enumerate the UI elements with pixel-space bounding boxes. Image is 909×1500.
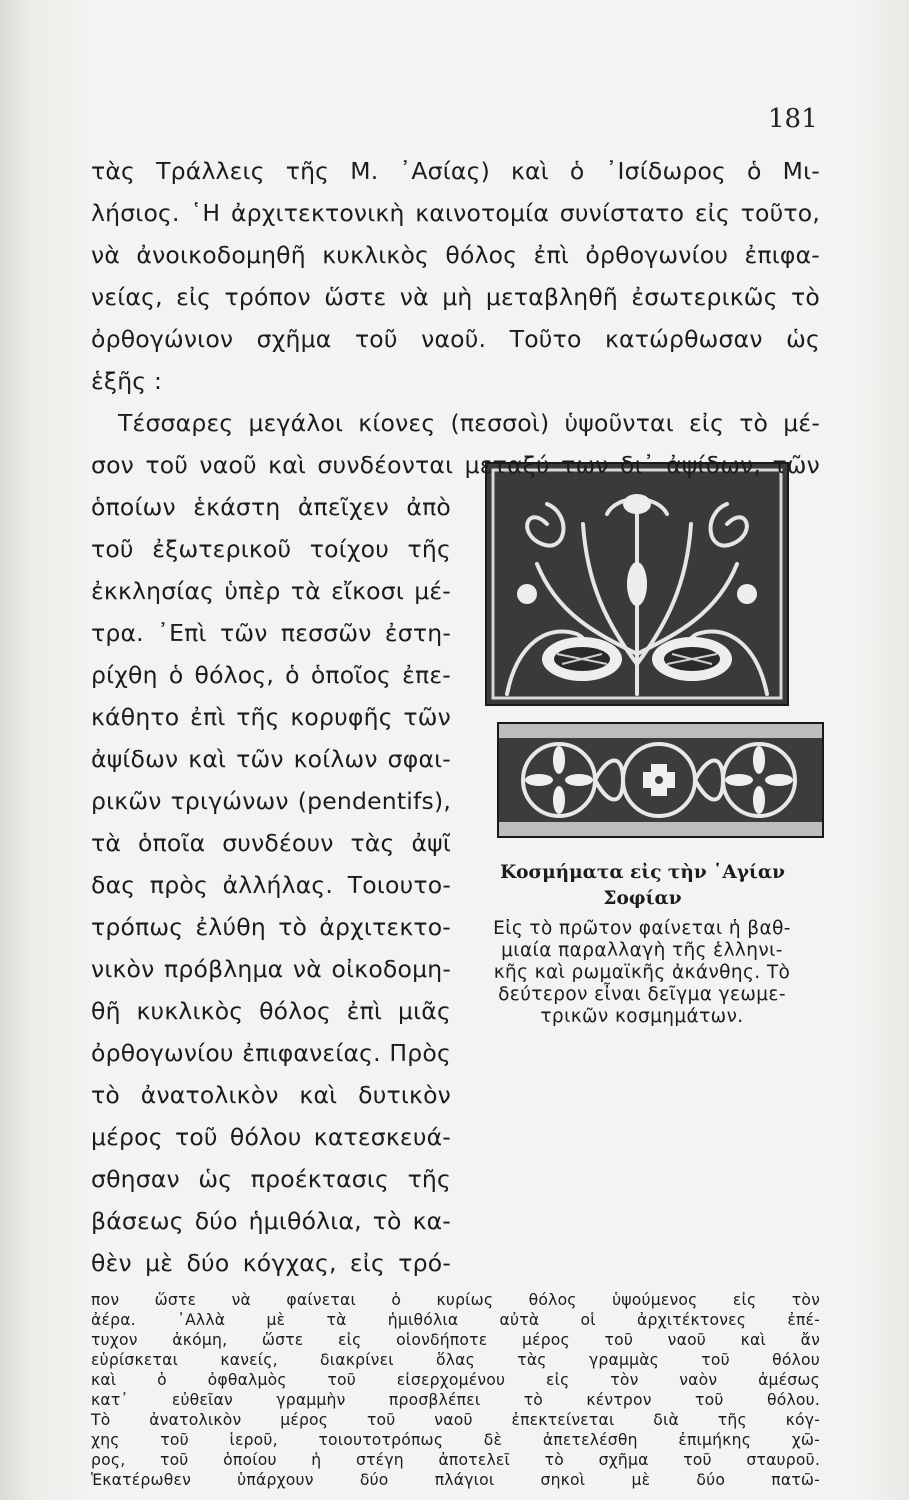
acanthus-ornament-drawing — [487, 464, 787, 704]
figure-caption-text: Εἰς τὸ πρῶτον φαίνεται ἡ βαθ- — [493, 918, 791, 939]
text-line: θῆ κυκλικὸς θόλος ἐπὶ μιᾶς — [91, 997, 451, 1025]
text-line: βάσεως δύο ἡμιθόλια, τὸ κα- — [91, 1207, 451, 1235]
text-line: τρα. ᾿Επὶ τῶν πεσσῶν ἐστη- — [91, 619, 451, 647]
text-line: εὑρίσκεται κανείς, διακρίνει ὅλας τὰς γραμμὰς τοῦ θόλου — [91, 1351, 820, 1369]
text-line: λήσιος. ῾Η ἀρχιτεκτονικὴ καινοτομία συνίστατο εἰς τοῦτο, — [91, 199, 820, 227]
figure-caption-text: μιαία παραλλαγὴ τῆς ἑλληνι- — [501, 940, 783, 961]
text-line: τὰ ὁποῖα συνδέουν τὰς ἀψῖ — [91, 829, 451, 857]
figure-caption-title: Σοφίαν — [603, 888, 682, 909]
figure-caption-text: κῆς καὶ ρωμαϊκῆς ἀκάνθης. Τὸ — [493, 962, 791, 983]
text-line: τὰς Τράλλεις τῆς Μ. ᾿Ασίας) καὶ ὁ ᾿Ισίδωρος ὁ Μι- — [91, 157, 820, 185]
figure-geometric-ornament — [497, 722, 824, 838]
text-line: ρος, τοῦ ὁποίου ἡ στέγη ἀποτελεῖ τὸ σχῆμα τοῦ σταυροῦ. — [91, 1451, 820, 1469]
page-number: 181 — [768, 104, 818, 134]
figure-caption-text: τρικῶν κοσμημάτων. — [540, 1006, 744, 1027]
text-line: νὰ ἀνοικοδομηθῆ κυκλικὸς θόλος ἐπὶ ὀρθογωνίου ἐπιφα- — [91, 241, 820, 269]
text-line: τυχον ἀκόμη, ὥστε εἰς οἱονδήποτε μέρος τοῦ ναοῦ καὶ ἄν — [91, 1331, 820, 1349]
text-line: πον ὥστε νὰ φαίνεται ὁ κυρίως θόλος ὑψούμενος εἰς τὸν — [91, 1291, 820, 1309]
geometric-ornament-drawing — [499, 724, 822, 836]
text-line: ἀψίδων καὶ τῶν κοίλων σφαι- — [91, 745, 451, 773]
text-line: ἀέρα. ᾿Αλλὰ μὲ τὰ ἡμιθόλια αὐτὰ οἱ ἀρχιτέκτονες ἐπέ- — [91, 1311, 820, 1329]
text-line: καὶ ὁ ὀφθαλμὸς τοῦ εἰσερχομένου εἰς τὸν ναὸν ἀμέσως — [91, 1371, 820, 1389]
text-line: ὁποίων ἑκάστη ἀπεῖχεν ἀπὸ — [91, 493, 451, 521]
text-line: ὀρθογώνιον σχῆμα τοῦ ναοῦ. Τοῦτο κατώρθωσαν ὡς — [91, 325, 820, 353]
text-line: χης τοῦ ἱεροῦ, τοιουτοτρόπως δὲ ἀπετελέσθη ἐπιμήκης χῶ- — [91, 1431, 820, 1449]
text-line: μέρος τοῦ θόλου κατεσκευά- — [91, 1123, 451, 1151]
text-line: σον τοῦ ναοῦ καὶ συνδέονται μεταξύ των δι᾿ ἀψίδων, τῶν — [91, 451, 820, 479]
text-line: Τὸ ἀνατολικὸν μέρος τοῦ ναοῦ ἐπεκτείνεται διὰ τῆς κόγ- — [91, 1411, 820, 1429]
text-line: ρικῶν τριγώνων (pendentifs), — [91, 787, 451, 815]
text-line: ἑξῆς : — [91, 367, 163, 395]
text-line: ρίχθη ὁ θόλος, ὁ ὁποῖος ἐπε- — [91, 661, 451, 689]
text-line: νικὸν πρόβλημα νὰ οἰκοδομη- — [91, 955, 451, 983]
figure-acanthus-ornament — [485, 462, 789, 706]
text-line: Τέσσαρες μεγάλοι κίονες (πεσσοὶ) ὑψοῦνται εἰς τὸ μέ- — [118, 409, 820, 437]
text-line: τὸ ἀνατολικὸν καὶ δυτικὸν — [91, 1081, 451, 1109]
text-line: κατ᾿ εὐθεῖαν γραμμὴν προσβλέπει τὸ κέντρον τοῦ θόλου. — [91, 1391, 820, 1409]
figure-caption-title: Κοσμήματα εἰς τὴν ῾Αγίαν — [500, 862, 785, 883]
text-line: ἐκκλησίας ὑπὲρ τὰ εἴκοσι μέ- — [91, 577, 451, 605]
text-line: Ἑκατέρωθεν ὑπάρχουν δύο πλάγιοι σηκοὶ μὲ δύο πατῶ- — [91, 1471, 820, 1489]
text-line: σθησαν ὡς προέκτασις τῆς — [91, 1165, 451, 1193]
figure-caption-text: δεύτερον εἶναι δεῖγμα γεωμε- — [498, 984, 786, 1005]
text-line: θὲν μὲ δύο κόγχας, εἰς τρό- — [91, 1249, 451, 1277]
text-line: τρόπως ἐλύθη τὸ ἀρχιτεκτο- — [91, 913, 451, 941]
text-line: τοῦ ἐξωτερικοῦ τοίχου τῆς — [91, 535, 451, 563]
text-line: κάθητο ἐπὶ τῆς κορυφῆς τῶν — [91, 703, 451, 731]
text-line: νείας, εἰς τρόπον ὥστε νὰ μὴ μεταβληθῆ ἐσωτερικῶς τὸ — [91, 283, 820, 311]
text-line: δας πρὸς ἀλλήλας. Τοιουτο- — [91, 871, 451, 899]
text-line: ὀρθογωνίου ἐπιφανείας. Πρὸς — [91, 1039, 451, 1067]
